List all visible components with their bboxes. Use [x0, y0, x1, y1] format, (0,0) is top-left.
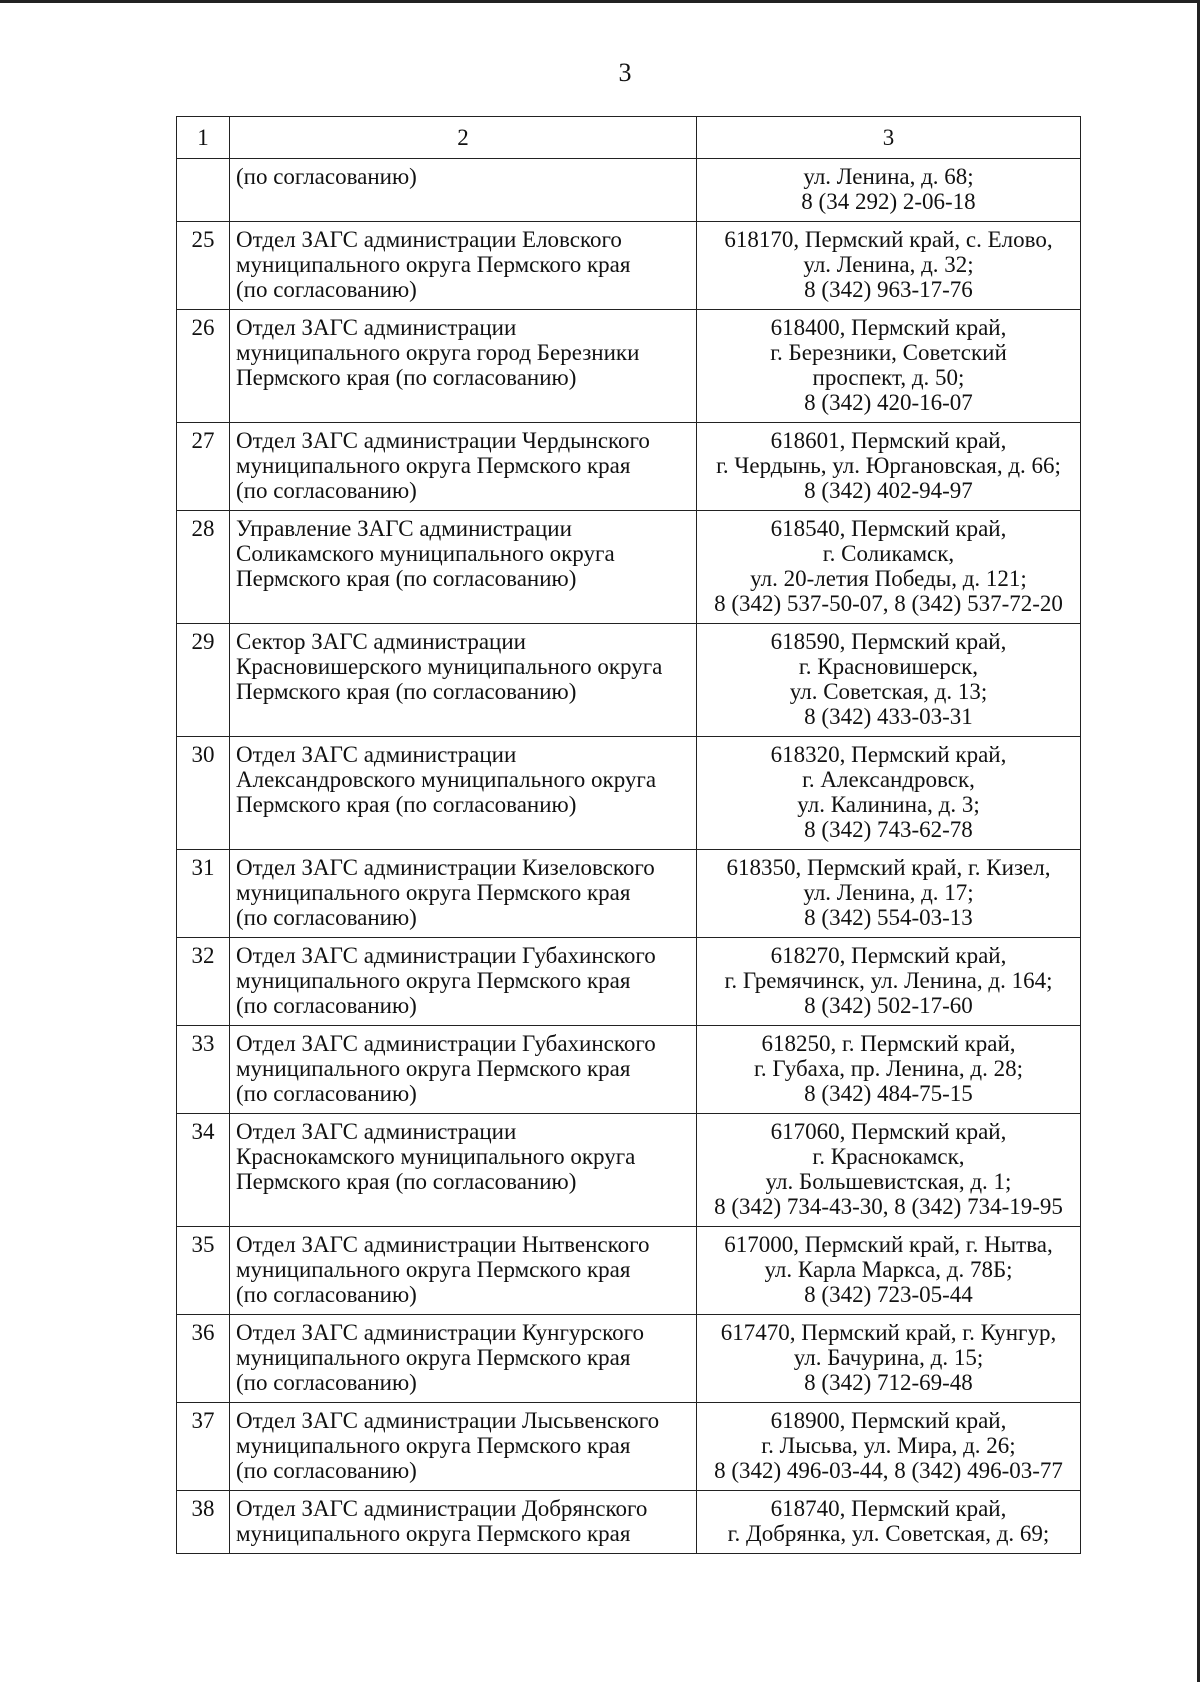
row-number: 32 — [177, 938, 230, 1026]
address-cell — [697, 1026, 1081, 1114]
address-line: г. Соликамск, — [822, 541, 955, 566]
office-name-line: муниципального округа Пермского края — [236, 968, 631, 993]
office-name-cell — [230, 938, 697, 1026]
office-name-cell — [230, 1114, 697, 1227]
office-name-line: Александровского муниципального округа — [236, 767, 657, 792]
address-line: ул. 20-летия Победы, д. 121; — [750, 566, 1027, 591]
row-number: 28 — [177, 511, 230, 624]
address-cell — [697, 1114, 1081, 1227]
address-line: 618320, Пермский край, — [770, 742, 1007, 767]
office-name-line: Управление ЗАГС администрации — [236, 516, 572, 541]
office-name-cell — [230, 423, 697, 511]
office-name-line: (по согласованию) — [236, 1458, 417, 1483]
office-name-line: Пермского края (по согласованию) — [236, 566, 577, 591]
column-header-3: 3 — [697, 117, 1081, 159]
address-cell — [697, 850, 1081, 938]
table-row — [177, 938, 1081, 1026]
address-line: г. Гремячинск, ул. Ленина, д. 164; — [724, 968, 1053, 993]
row-number: 27 — [177, 423, 230, 511]
address-line: ул. Ленина, д. 68; — [803, 164, 974, 189]
page-number: 3 — [618, 58, 632, 87]
address-line: ул. Ленина, д. 32; — [803, 252, 974, 277]
office-name-line: (по согласованию) — [236, 905, 417, 930]
address-line: 8 (342) 420-16-07 — [804, 390, 973, 415]
address-cell — [697, 511, 1081, 624]
office-name-line: (по согласованию) — [236, 1081, 417, 1106]
office-name-line: Отдел ЗАГС администрации Губахинского — [236, 943, 656, 968]
office-name-line: Пермского края (по согласованию) — [236, 679, 577, 704]
row-number: 36 — [177, 1315, 230, 1403]
table-row — [177, 1403, 1081, 1491]
office-name-line: Отдел ЗАГС администрации Кизеловского — [236, 855, 655, 880]
office-name-line: Соликамского муниципального округа — [236, 541, 615, 566]
address-line: 618350, Пермский край, г. Кизел, — [726, 855, 1051, 880]
office-name-line: Пермского края (по согласованию) — [236, 1169, 577, 1194]
address-line: г. Александровск, — [802, 767, 975, 792]
office-name-cell — [230, 159, 697, 222]
office-name-line: муниципального округа Пермского края — [236, 880, 631, 905]
row-number: 34 — [177, 1114, 230, 1227]
office-name-line: муниципального округа город Березники — [236, 340, 640, 365]
row-number: 29 — [177, 624, 230, 737]
office-name-cell — [230, 1403, 697, 1491]
row-number: 38 — [177, 1491, 230, 1554]
row-number: 30 — [177, 737, 230, 850]
address-line: 8 (342) 963-17-76 — [804, 277, 973, 302]
address-line: 8 (342) 712-69-48 — [804, 1370, 973, 1395]
table-row — [177, 423, 1081, 511]
address-line: г. Краснокамск, — [812, 1144, 965, 1169]
office-name-line: Сектор ЗАГС администрации — [236, 629, 526, 654]
office-name-line: Отдел ЗАГС администрации Добрянского — [236, 1496, 648, 1521]
address-line: проспект, д. 50; — [812, 365, 965, 390]
address-cell — [697, 1315, 1081, 1403]
row-number: 37 — [177, 1403, 230, 1491]
address-line: г. Губаха, пр. Ленина, д. 28; — [754, 1056, 1023, 1081]
office-name-line: Отдел ЗАГС администрации — [236, 742, 517, 767]
address-line: ул. Советская, д. 13; — [789, 679, 988, 704]
office-name-cell — [230, 222, 697, 310]
page-border-top — [0, 0, 1200, 3]
table-row — [177, 1491, 1081, 1554]
table-row — [177, 850, 1081, 938]
row-number: 25 — [177, 222, 230, 310]
address-line: ул. Карла Маркса, д. 78Б; — [764, 1257, 1013, 1282]
address-cell — [697, 222, 1081, 310]
address-cell — [697, 310, 1081, 423]
office-name-cell — [230, 310, 697, 423]
address-line: 618590, Пермский край, — [770, 629, 1007, 654]
office-name-line: Отдел ЗАГС администрации Губахинского — [236, 1031, 656, 1056]
address-line: 8 (342) 554-03-13 — [804, 905, 973, 930]
address-line: 8 (342) 734-43-30, 8 (342) 734-19-95 — [714, 1194, 1063, 1219]
office-name-line: (по согласованию) — [236, 993, 417, 1018]
table-row — [177, 511, 1081, 624]
address-line: 8 (34 292) 2-06-18 — [801, 189, 976, 214]
office-name-line: (по согласованию) — [236, 164, 417, 189]
table-row — [177, 1315, 1081, 1403]
office-name-line: Отдел ЗАГС администрации — [236, 315, 517, 340]
table-header-row — [177, 117, 1081, 159]
row-number: 26 — [177, 310, 230, 423]
address-line: 618740, Пермский край, — [770, 1496, 1007, 1521]
address-line: ул. Бачурина, д. 15; — [793, 1345, 984, 1370]
table-row — [177, 1227, 1081, 1315]
office-name-line: (по согласованию) — [236, 478, 417, 503]
address-line: г. Красновишерск, — [798, 654, 979, 679]
address-line: 8 (342) 743-62-78 — [804, 817, 973, 842]
table-row — [177, 1114, 1081, 1227]
office-name-line: Красновишерского муниципального округа — [236, 654, 663, 679]
row-number: 31 — [177, 850, 230, 938]
address-line: 618400, Пермский край, — [770, 315, 1007, 340]
office-name-cell — [230, 624, 697, 737]
address-line: 618540, Пермский край, — [770, 516, 1007, 541]
office-name-line: (по согласованию) — [236, 1282, 417, 1307]
table-body — [177, 117, 1081, 1554]
address-line: ул. Калинина, д. 3; — [797, 792, 980, 817]
office-name-line: Отдел ЗАГС администрации — [236, 1119, 517, 1144]
office-name-cell — [230, 511, 697, 624]
address-line: 8 (342) 402-94-97 — [804, 478, 973, 503]
office-name-line: Отдел ЗАГС администрации Нытвенского — [236, 1232, 650, 1257]
address-line: 8 (342) 496-03-44, 8 (342) 496-03-77 — [714, 1458, 1063, 1483]
address-line: 617000, Пермский край, г. Нытва, — [724, 1232, 1053, 1257]
office-name-line: Отдел ЗАГС администрации Лысьвенского — [236, 1408, 660, 1433]
address-line: 618270, Пермский край, — [770, 943, 1007, 968]
office-name-line: Пермского края (по согласованию) — [236, 365, 577, 390]
office-name-line: Пермского края (по согласованию) — [236, 792, 577, 817]
address-line: 618601, Пермский край, — [770, 428, 1007, 453]
office-name-line: Отдел ЗАГС администрации Кунгурского — [236, 1320, 644, 1345]
address-cell — [697, 1227, 1081, 1315]
table-row — [177, 1026, 1081, 1114]
table-row — [177, 159, 1081, 222]
address-cell — [697, 624, 1081, 737]
address-cell — [697, 737, 1081, 850]
address-line: г. Лысьва, ул. Мира, д. 26; — [761, 1433, 1016, 1458]
office-name-line: (по согласованию) — [236, 1370, 417, 1395]
office-name-line: муниципального округа Пермского края — [236, 1056, 631, 1081]
address-line: 617060, Пермский край, — [770, 1119, 1007, 1144]
column-header-2: 2 — [230, 117, 697, 159]
office-name-line: муниципального округа Пермского края — [236, 1521, 631, 1546]
address-cell — [697, 423, 1081, 511]
office-name-line: Отдел ЗАГС администрации Еловского — [236, 227, 622, 252]
office-name-line: муниципального округа Пермского края — [236, 252, 631, 277]
office-name-line: муниципального округа Пермского края — [236, 1257, 631, 1282]
address-line: 618250, г. Пермский край, — [761, 1031, 1016, 1056]
address-line: 8 (342) 433-03-31 — [804, 704, 973, 729]
office-name-line: муниципального округа Пермского края — [236, 1433, 631, 1458]
row-number — [177, 159, 230, 222]
office-name-cell — [230, 1315, 697, 1403]
office-name-line: Отдел ЗАГС администрации Чердынского — [236, 428, 650, 453]
row-number: 33 — [177, 1026, 230, 1114]
row-number: 35 — [177, 1227, 230, 1315]
address-line: 8 (342) 537-50-07, 8 (342) 537-72-20 — [714, 591, 1063, 616]
address-line: 8 (342) 502-17-60 — [804, 993, 973, 1018]
table-row — [177, 624, 1081, 737]
address-line: 8 (342) 723-05-44 — [804, 1282, 973, 1307]
address-line: 8 (342) 484-75-15 — [804, 1081, 973, 1106]
table-row — [177, 310, 1081, 423]
registry-table — [176, 116, 1081, 1554]
office-name-cell — [230, 1491, 697, 1554]
address-line: 618170, Пермский край, с. Елово, — [724, 227, 1053, 252]
office-name-line: муниципального округа Пермского края — [236, 1345, 631, 1370]
office-name-line: (по согласованию) — [236, 277, 417, 302]
address-line: г. Чердынь, ул. Юргановская, д. 66; — [716, 453, 1061, 478]
address-line: 617470, Пермский край, г. Кунгур, — [720, 1320, 1057, 1345]
address-cell — [697, 159, 1081, 222]
office-name-cell — [230, 850, 697, 938]
address-line: ул. Ленина, д. 17; — [803, 880, 974, 905]
address-line: г. Березники, Советский — [770, 340, 1007, 365]
address-line: г. Добрянка, ул. Советская, д. 69; — [727, 1521, 1050, 1546]
address-cell — [697, 1403, 1081, 1491]
address-line: ул. Большевистская, д. 1; — [765, 1169, 1012, 1194]
office-name-line: муниципального округа Пермского края — [236, 453, 631, 478]
office-name-cell — [230, 1026, 697, 1114]
table-row — [177, 737, 1081, 850]
address-line: 618900, Пермский край, — [770, 1408, 1007, 1433]
column-header-1: 1 — [177, 117, 230, 159]
address-cell — [697, 1491, 1081, 1554]
office-name-cell — [230, 1227, 697, 1315]
office-name-line: Краснокамского муниципального округа — [236, 1144, 636, 1169]
office-name-cell — [230, 737, 697, 850]
address-cell — [697, 938, 1081, 1026]
table-row — [177, 222, 1081, 310]
